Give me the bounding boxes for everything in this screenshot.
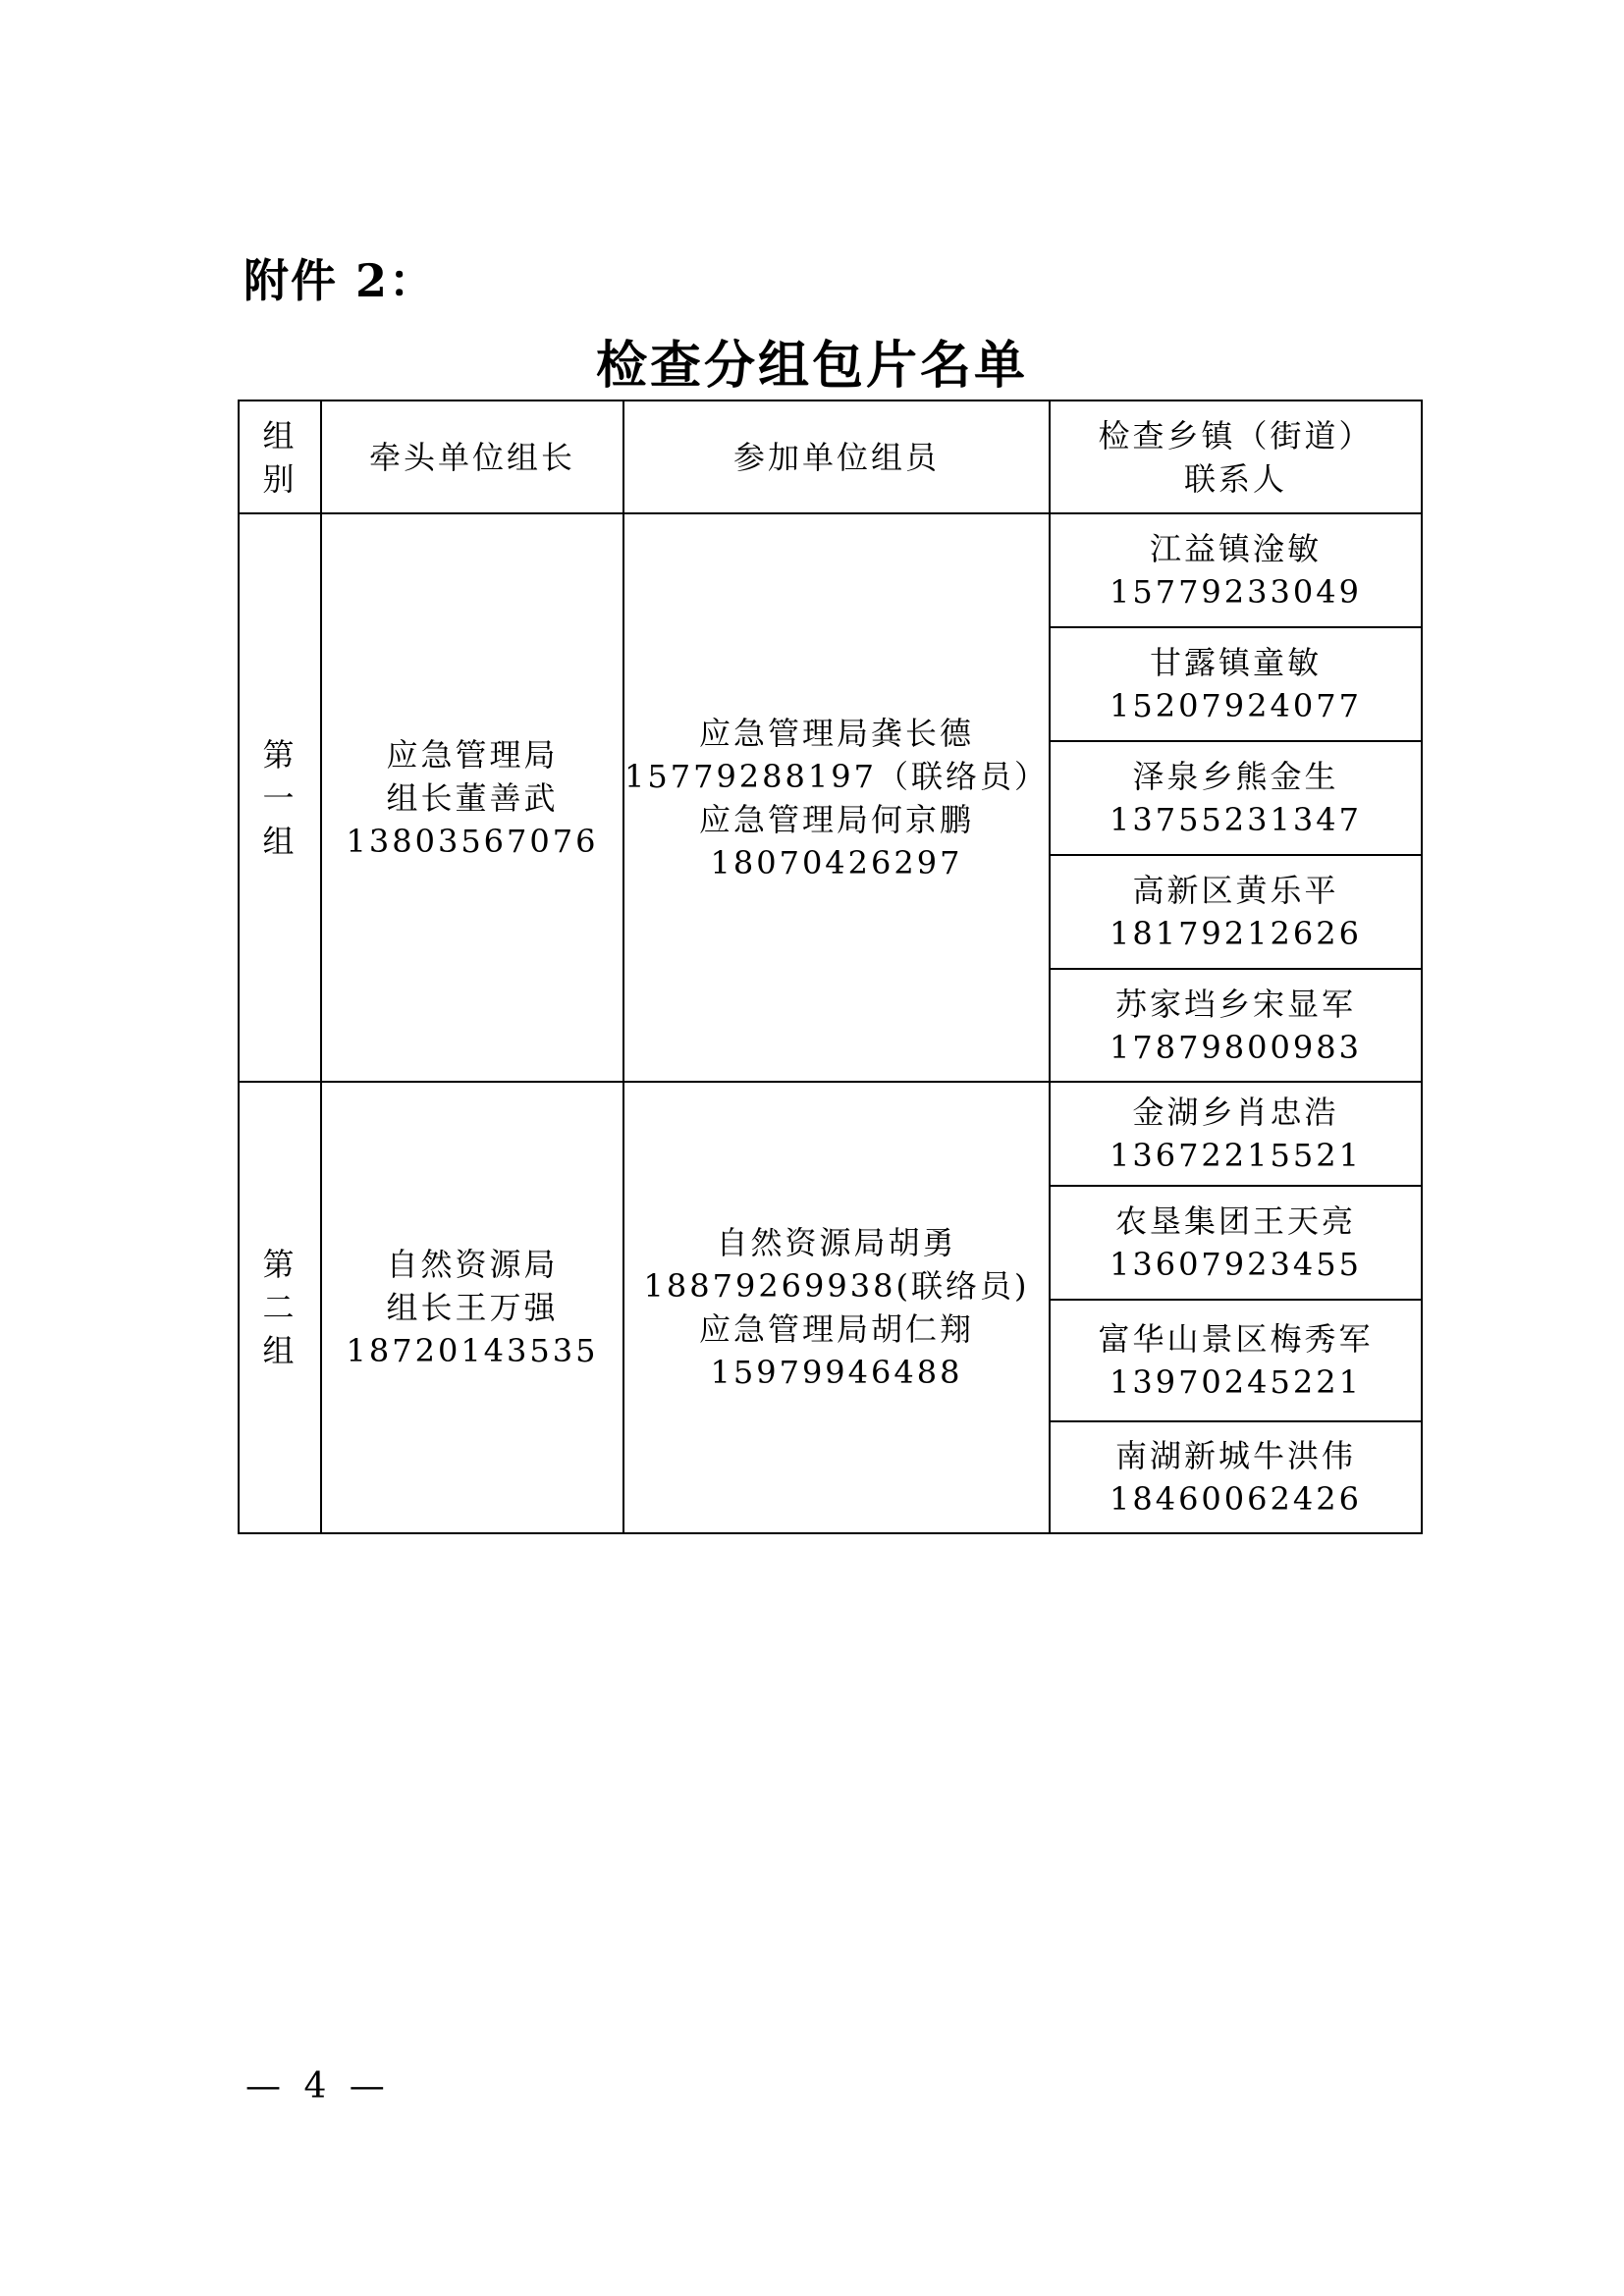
contact-cell (1050, 627, 1422, 741)
document-title: 检查分组包片名单 (595, 336, 1028, 396)
header-contacts (1050, 400, 1422, 513)
group-members: 自然资源局胡勇 18879269938(联络员) 应急管理局胡仁翔 15979946488 (623, 1082, 1050, 1533)
contact-cell (1050, 855, 1422, 969)
contact-name: 金湖乡肖忠浩 (1132, 1094, 1339, 1131)
contact-phone: 13672215521 (1109, 1137, 1362, 1174)
contact-phone: 18179212626 (1109, 915, 1362, 952)
contact-phone: 13755231347 (1109, 801, 1362, 838)
contact-name: 富华山景区梅秀军 (1098, 1320, 1374, 1358)
group-leader: 自然资源局 组长王万强 18720143535 (321, 1082, 623, 1533)
contact-cell (1050, 1421, 1422, 1533)
group-label: 第一组 (239, 513, 321, 1082)
header-leader: 牵头单位组长 (321, 400, 623, 513)
header-contacts-line1: 检查乡镇（街道） (1098, 416, 1374, 454)
group-leader: 应急管理局 组长董善武 13803567076 (321, 513, 623, 1082)
contact-cell (1050, 1082, 1422, 1186)
group-roster-table (238, 400, 1423, 1534)
contact-name: 泽泉乡熊金生 (1132, 758, 1339, 795)
header-contacts-line2: 联系人 (1183, 459, 1287, 498)
contact-name: 甘露镇童敏 (1149, 644, 1322, 681)
contact-cell (1050, 741, 1422, 855)
contact-name: 高新区黄乐平 (1132, 872, 1339, 909)
contact-phone: 18460062426 (1109, 1480, 1362, 1518)
contact-cell (1050, 969, 1422, 1082)
table-row (239, 513, 1422, 627)
header-row (239, 400, 1422, 513)
contact-name: 农垦集团王天亮 (1114, 1202, 1356, 1240)
contact-name: 江益镇淦敏 (1149, 530, 1322, 567)
contact-phone: 13970245221 (1109, 1363, 1362, 1401)
header-members: 参加单位组员 (623, 400, 1050, 513)
contact-phone: 13607923455 (1109, 1246, 1362, 1283)
header-group: 组别 (239, 400, 321, 513)
contact-cell (1050, 1186, 1422, 1300)
contact-cell (1050, 513, 1422, 627)
contact-cell (1050, 1300, 1422, 1421)
page-number: — 4 — (245, 2066, 391, 2107)
table-row (239, 1082, 1422, 1186)
contact-phone: 17879800983 (1109, 1028, 1362, 1066)
contact-name: 苏家垱乡宋显军 (1114, 985, 1356, 1023)
contact-phone: 15779233049 (1109, 573, 1362, 611)
attachment-label: 附件 2： (244, 254, 437, 307)
contact-name: 南湖新城牛洪伟 (1114, 1437, 1356, 1474)
group-label: 第二组 (239, 1082, 321, 1533)
group-members: 应急管理局龚长德 15779288197（联络员） 应急管理局何京鹏 18070426297 (623, 513, 1050, 1082)
contact-phone: 15207924077 (1109, 687, 1362, 724)
